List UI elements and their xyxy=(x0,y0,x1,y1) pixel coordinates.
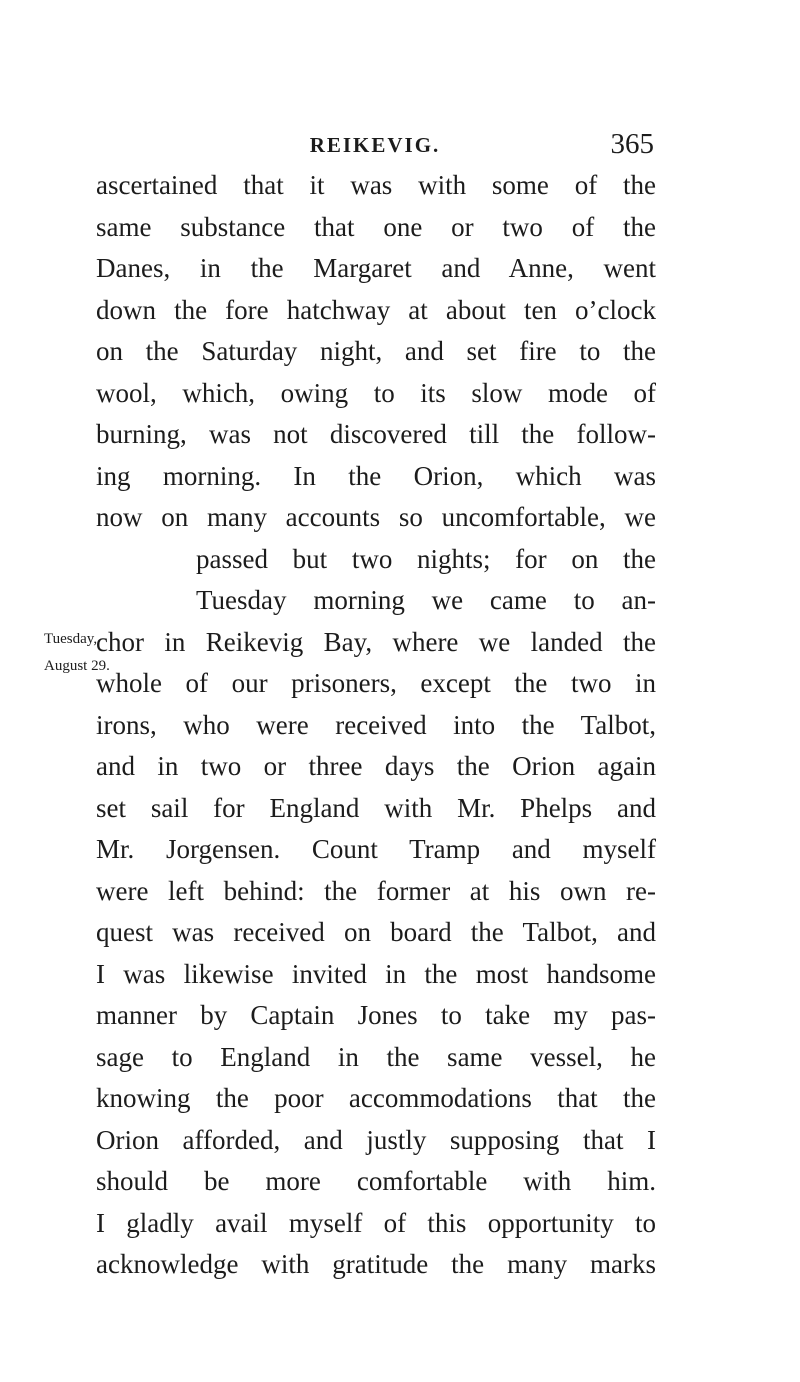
text-line: irons, who were received into the Talbot, xyxy=(96,709,656,740)
text-line: set sail for England with Mr. Phelps and xyxy=(96,792,656,823)
text-line: manner by Captain Jones to take my pas- xyxy=(96,1000,656,1030)
text-line: I was likewise invited in the most handsome xyxy=(96,958,656,989)
text-line: quest was received on board the Talbot, and xyxy=(96,917,656,947)
text-line: passed but two nights; for on the xyxy=(196,543,656,574)
text-line: I gladly avail myself of this opportunity to xyxy=(96,1207,656,1238)
margin-note-date: August 29. xyxy=(44,658,110,674)
text-line: were left behind: the former at his own re- xyxy=(96,875,656,906)
text-line: wool, which, owing to its slow mode of xyxy=(96,377,656,408)
margin-note-day: Tuesday, xyxy=(44,631,98,647)
text-line: should be more comfortable with him. xyxy=(96,1166,656,1196)
running-title: REIKEVIG. xyxy=(309,133,441,157)
text-line: burning, was not discovered till the follow- xyxy=(96,419,656,449)
text-line: chor in Reikevig Bay, where we landed the xyxy=(96,626,656,657)
text-line: sage to England in the same vessel, he xyxy=(96,1041,656,1072)
text-line: now on many accounts so uncomfortable, we xyxy=(96,502,656,532)
text-line: same substance that one or two of the xyxy=(96,211,656,242)
text-line: acknowledge with gratitude the many marks xyxy=(96,1249,656,1279)
text-line: Danes, in the Margaret and Anne, went xyxy=(96,253,656,283)
text-line: down the fore hatchway at about ten o’clock xyxy=(96,294,656,325)
text-line: ing morning. In the Orion, which was xyxy=(96,460,656,491)
text-line: on the Saturday night, and set fire to the xyxy=(96,336,656,366)
text-line: Tuesday morning we came to an- xyxy=(196,585,656,615)
text-line: Orion afforded, and justly supposing that I xyxy=(96,1124,656,1155)
text-line: and in two or three days the Orion again xyxy=(96,751,656,781)
text-line: knowing the poor accommodations that the xyxy=(96,1083,656,1113)
body-text xyxy=(96,165,656,1286)
text-line: ascertained that it was with some of the xyxy=(96,170,656,200)
text-line: whole of our prisoners, except the two in xyxy=(96,668,656,698)
page-number: 365 xyxy=(610,128,654,160)
text-line: Mr. Jorgensen. Count Tramp and myself xyxy=(96,834,656,864)
